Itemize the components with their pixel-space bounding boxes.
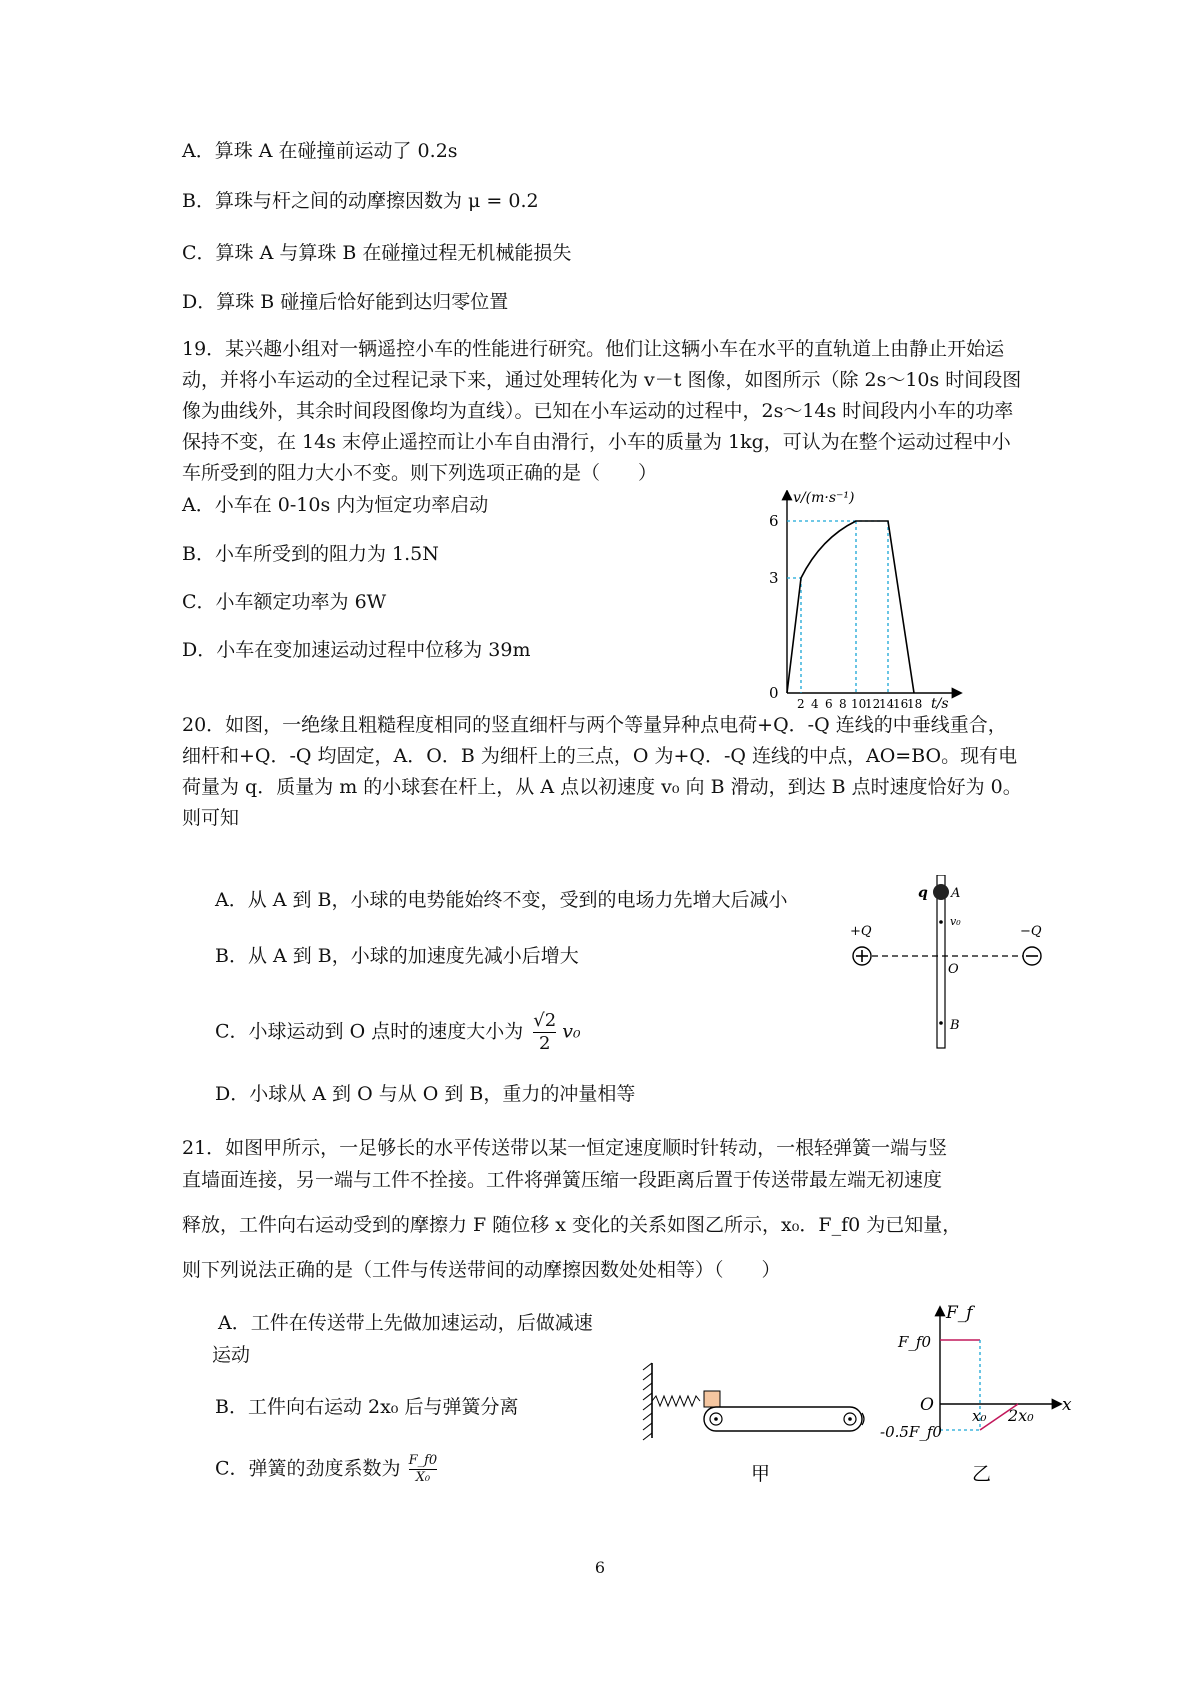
q20-option-a: A．从 A 到 B，小球的电势能始终不变，受到的电场力先增大后减小 bbox=[215, 889, 788, 911]
q18-option-c: C．算珠 A 与算珠 B 在碰撞过程无机械能损失 bbox=[182, 242, 572, 264]
q19-xtick-12: 12 bbox=[865, 697, 881, 710]
q19-vt-graph bbox=[755, 490, 965, 710]
q20-option-c-numerator: √2 bbox=[533, 1010, 557, 1031]
q21-workpiece bbox=[704, 1391, 720, 1407]
q19-stem: 19．某兴趣小组对一辆遥控小车的性能进行研究。他们让这辆小车在水平的直轨道上由静止开始运动，并将小车运动的全过程记录下来，通过处理转化为 v－t 图像，如图所示（除 2s～10s 时间段图像为曲线外，其余时间段图像均为直线）。已知在小车运动的过程中，2s～14s 时间段内小车的功率保持不变，在 14s 末停止遥控而让小车自由滑行，小车的质量为 1kg，可认为在整个运动过程中小车所受到的阻力大小不变。则下列选项正确的是（ ） bbox=[182, 338, 1022, 484]
q21-option-a-line-1: A．工件在传送带上先做加速运动，后做减速 bbox=[218, 1312, 593, 1334]
q20-option-b: B．从 A 到 B，小球的加速度先减小后增大 bbox=[215, 945, 579, 967]
q21-conveyor-figure bbox=[640, 1358, 885, 1488]
q21-option-c-fraction bbox=[409, 1453, 438, 1486]
q19-xtick-14: 14 bbox=[879, 697, 895, 710]
q20-label-plusq: +Q bbox=[850, 924, 872, 939]
q20-option-c-fraction bbox=[533, 1010, 556, 1055]
q19-option-d: D．小车在变加速运动过程中位移为 39m bbox=[182, 639, 531, 661]
q20-label-a: A bbox=[951, 886, 961, 901]
q19-xtick-16: 16 bbox=[893, 697, 909, 710]
q20-charge-figure bbox=[840, 875, 1055, 1050]
q20-ball bbox=[933, 884, 949, 900]
q21-stem-line-1: 21．如图甲所示，一足够长的水平传送带以某一恒定速度顺时针转动，一根轻弹簧一端与竖 bbox=[182, 1137, 948, 1159]
q20-option-d: D．小球从 A 到 O 与从 O 到 B，重力的冲量相等 bbox=[215, 1083, 636, 1105]
q21-ylabel: F_f bbox=[946, 1303, 973, 1323]
q19-ytick-6: 6 bbox=[769, 512, 779, 530]
q21-belt bbox=[704, 1407, 862, 1431]
q20-label-b: B bbox=[950, 1018, 960, 1033]
q21-origin: O bbox=[920, 1395, 934, 1415]
q21-option-c-denominator: X₀ bbox=[415, 1470, 431, 1485]
q20-label-o: O bbox=[948, 962, 959, 977]
q20-option-c-var: v₀ bbox=[562, 1020, 581, 1043]
q19-ylabel: v/(m·s⁻¹) bbox=[793, 490, 855, 506]
q21-ybottom: -0.5F_f0 bbox=[880, 1423, 942, 1441]
q21-spring bbox=[652, 1396, 700, 1406]
q20-label-v0: v₀ bbox=[950, 915, 961, 928]
q21-stem-line-2: 直墙面连接，另一端与工件不拴接。工件将弹簧压缩一段距离后置于传送带最左端无初速度 bbox=[182, 1169, 943, 1191]
q19-xtick-4: 4 bbox=[811, 697, 819, 710]
q20-stem: 20．如图，一绝缘且粗糙程度相同的竖直细杆与两个等量异种点电荷+Q．-Q 连线的中垂线重合，细杆和+Q．-Q 均固定，A．O．B 为细杆上的三点，O 为+Q．-Q 连线的中点，AO=BO。现有电荷量为 q．质量为 m 的小球套在杆上，从 A 点以初速度 v₀ 向 B 滑动，到达 B 点时速度恰好为 0。则可知 bbox=[182, 714, 1022, 829]
q19-xtick-18: 18 bbox=[907, 697, 923, 710]
q18-option-a: A．算珠 A 在碰撞前运动了 0.2s bbox=[182, 140, 458, 162]
q19-xtick-10: 10 bbox=[851, 697, 867, 710]
q21-stem-line-3: 释放，工件向右运动受到的摩擦力 F 随位移 x 变化的关系如图乙所示，x₀．F_f0 为已知量， bbox=[182, 1214, 962, 1236]
q21-option-c-text: C．弹簧的劲度系数为 bbox=[215, 1457, 401, 1480]
q18-option-b: B．算珠与杆之间的动摩擦因数为 μ = 0.2 bbox=[182, 190, 539, 212]
q21-option-c-numerator: F_f0 bbox=[408, 1453, 438, 1468]
q21-stem-line-4: 则下列说法正确的是（工件与传送带间的动摩擦因数处处相等）（ ） bbox=[182, 1259, 781, 1281]
q19-xtick-6: 6 bbox=[825, 697, 833, 710]
q19-xlabel: t/s bbox=[931, 696, 949, 710]
q21-option-a-line-2: 运动 bbox=[212, 1344, 251, 1366]
q21-fx-graph bbox=[880, 1300, 1080, 1490]
q20-option-c-denominator: 2 bbox=[538, 1033, 551, 1054]
q20-option-c bbox=[215, 1010, 581, 1055]
page-number: 6 bbox=[594, 1558, 606, 1577]
q20-label-minusq: −Q bbox=[1020, 924, 1042, 939]
q19-origin: 0 bbox=[769, 684, 779, 702]
q21-option-c bbox=[215, 1453, 437, 1486]
q19-vt-curve bbox=[787, 521, 914, 693]
q19-ytick-3: 3 bbox=[769, 569, 779, 587]
q19-xtick-2: 2 bbox=[797, 697, 805, 710]
q21-xlabel: x bbox=[1062, 1395, 1072, 1415]
q19-xtick-8: 8 bbox=[839, 697, 847, 710]
q21-x1: x₀ bbox=[972, 1407, 987, 1425]
q19-option-b: B．小车所受到的阻力为 1.5N bbox=[182, 543, 439, 565]
q21-x2: 2x₀ bbox=[1008, 1406, 1034, 1425]
q20-label-q: q bbox=[918, 885, 928, 901]
q19-option-c: C．小车额定功率为 6W bbox=[182, 591, 387, 613]
q21-option-b: B．工件向右运动 2x₀ 后与弹簧分离 bbox=[215, 1396, 519, 1418]
q19-option-a: A．小车在 0-10s 内为恒定功率启动 bbox=[182, 494, 489, 516]
q21-label-yi: 乙 bbox=[972, 1463, 992, 1485]
q18-option-d: D．算珠 B 碰撞后恰好能到达归零位置 bbox=[182, 291, 509, 313]
q20-option-c-text: C．小球运动到 O 点时的速度大小为 bbox=[215, 1020, 524, 1043]
q21-label-jia: 甲 bbox=[751, 1463, 771, 1485]
q21-ytop: F_f0 bbox=[898, 1333, 932, 1351]
